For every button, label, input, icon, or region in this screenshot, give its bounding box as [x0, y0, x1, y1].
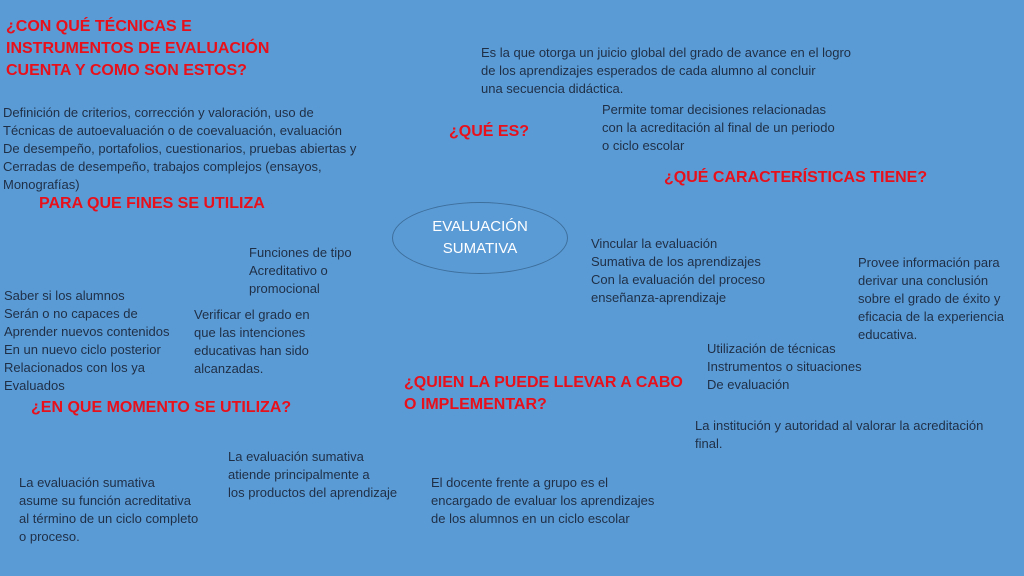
text-caract-2: Provee información para derivar una conclusión sobre el grado de éxito y eficacia de la experiencia educativa. — [858, 255, 1004, 342]
center-label: EVALUACIÓN SUMATIVA — [432, 218, 528, 257]
text-que-es-2: Permite tomar decisiones relacionadas con la acreditación al final de un periodo o ciclo escolar — [602, 102, 835, 153]
text-que-es-1: Es la que otorga un juicio global del grado de avance en el logro de los aprendizajes esperados de cada alumno al concluir una secuencia didáctica. — [481, 45, 852, 96]
text-caract-3: Utilización de técnicas Instrumentos o situaciones De evaluación — [707, 341, 862, 392]
heading-que-es: ¿QUÉ ES? — [449, 123, 530, 140]
text-quien-1: La institución y autoridad al valorar la acreditación final. — [695, 418, 984, 451]
text-tecnicas-desc: Definición de criterios, corrección y valoración, uso de Técnicas de autoevaluación o de coevaluación, evaluación De desempeño, portafolios, cuestionarios, pruebas abiertas y Cerradas de desempeño, trabajos complejos (ensayos, Monografías) — [3, 105, 357, 192]
heading-tecnicas: ¿CON QUÉ TÉCNICAS E INSTRUMENTOS DE EVALUACIÓN CUENTA Y COMO SON ESTOS? — [6, 18, 270, 79]
text-fines-2: Saber si los alumnos Serán o no capaces de Aprender nuevos contenidos En un nuevo ciclo posterior Relacionados con los ya Evaluados — [4, 288, 170, 393]
text-momento-2: La evaluación sumativa atiende principalmente a los productos del aprendizaje — [228, 449, 398, 500]
text-fines-1: Funciones de tipo Acreditativo o promocional — [249, 245, 352, 296]
heading-quien: ¿QUIEN LA PUEDE LLEVAR A CABO O IMPLEMENTAR? — [404, 374, 683, 413]
heading-momento: ¿EN QUE MOMENTO SE UTILIZA? — [31, 399, 292, 416]
text-fines-3: Verificar el grado en que las intenciones educativas han sido alcanzadas. — [194, 307, 310, 376]
heading-fines: PARA QUE FINES SE UTILIZA — [39, 195, 265, 212]
text-momento-1: La evaluación sumativa asume su función acreditativa al término de un ciclo completo o proceso. — [19, 475, 199, 544]
text-caract-1: Vincular la evaluación Sumativa de los aprendizajes Con la evaluación del proceso enseñanza-aprendizaje — [591, 236, 766, 305]
heading-caracteristicas: ¿QUÉ CARACTERÍSTICAS TIENE? — [664, 169, 928, 186]
text-quien-2: El docente frente a grupo es el encargado de evaluar los aprendizajes de los alumnos en un ciclo escolar — [431, 475, 655, 526]
